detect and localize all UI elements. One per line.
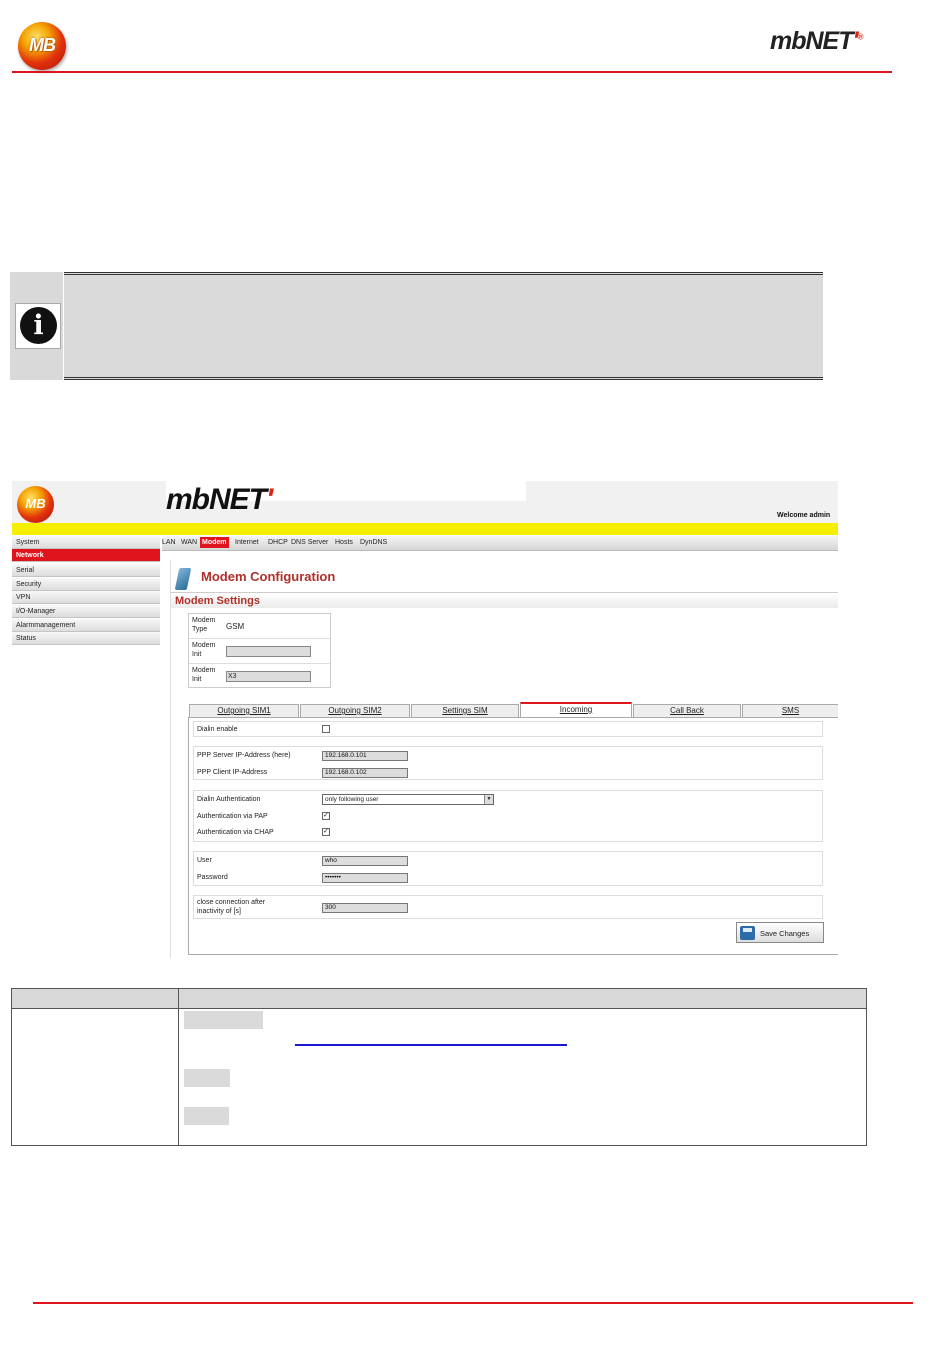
shot-mb-logo-text: MB xyxy=(25,496,46,511)
modem-init-2-row xyxy=(189,664,330,689)
nav-dhcp[interactable]: DHCP xyxy=(268,539,288,546)
dialin-enable-checkbox[interactable] xyxy=(322,725,330,733)
mb-logo-text: MB xyxy=(29,35,55,55)
modem-settings-table xyxy=(188,613,331,688)
content-area xyxy=(170,560,838,958)
page-title: Modem Configuration xyxy=(201,569,336,584)
modem-init-2-input[interactable]: X3 xyxy=(226,671,311,682)
nav-wan[interactable]: WAN xyxy=(181,539,198,546)
user-input[interactable]: who xyxy=(322,856,408,866)
nav-dyndns[interactable]: DynDNS xyxy=(360,539,388,546)
nav-modem[interactable]: Modem xyxy=(202,539,227,546)
dialin-auth-label: Dialin Authentication xyxy=(197,796,261,803)
mbnet-brand-logo: mbNET'® xyxy=(770,27,863,55)
nav-lan[interactable]: LAN xyxy=(162,539,176,546)
option-highlight-3 xyxy=(184,1107,229,1125)
tab-outgoing-sim1[interactable]: Outgoing SIM1 xyxy=(189,704,299,717)
shot-brand-logo: mbNET' xyxy=(166,483,273,516)
parameter-table-header xyxy=(12,989,866,1009)
tab-settings-sim[interactable]: Settings SIM xyxy=(411,704,519,717)
sidebar-item-status[interactable]: Status xyxy=(12,632,160,645)
modem-type-value: GSM xyxy=(226,622,245,631)
sidebar-item-network[interactable]: Network xyxy=(12,549,160,562)
section-title: Modem Settings xyxy=(175,595,260,607)
dialin-auth-select[interactable] xyxy=(322,794,494,805)
tab-call-back[interactable]: Call Back xyxy=(633,704,741,717)
pap-checkbox[interactable]: ✓ xyxy=(323,812,329,819)
close-connection-label-line2: inactivity of [s] xyxy=(197,908,241,915)
ppp-server-label: PPP Server IP-Address (here) xyxy=(197,752,291,759)
dialin-enable-label: Dialin enable xyxy=(197,726,238,733)
shot-mb-logo xyxy=(17,486,54,523)
password-label: Password xyxy=(197,874,228,881)
save-changes-label: Save Changes xyxy=(760,929,810,938)
ppp-client-input[interactable]: 192.168.0.102 xyxy=(322,768,408,778)
modem-init-input[interactable] xyxy=(226,646,311,657)
welcome-text: Welcome admin xyxy=(777,512,831,519)
shot-brand-text: mbNET xyxy=(166,483,266,516)
user-label: User xyxy=(197,857,212,864)
tab-incoming[interactable]: Incoming xyxy=(520,702,632,717)
tab-sms[interactable]: SMS xyxy=(742,704,838,717)
header-rule xyxy=(12,71,892,73)
modem-type-row xyxy=(189,614,330,639)
sidebar-item-vpn[interactable]: VPN xyxy=(12,591,160,604)
sidebar-item-io-manager[interactable]: I/O-Manager xyxy=(12,605,160,618)
top-nav xyxy=(162,536,838,551)
modem-init-row xyxy=(189,639,330,664)
brand-text: mbNET xyxy=(770,27,853,55)
yellow-band xyxy=(12,523,838,535)
section-header xyxy=(171,592,838,608)
parameter-table xyxy=(11,988,867,1146)
nav-hosts[interactable]: Hosts xyxy=(335,539,353,546)
sub-tabs xyxy=(189,704,838,718)
sidebar-item-alarmmanagement[interactable]: Alarmmanagement xyxy=(12,619,160,632)
chap-checkbox[interactable]: ✓ xyxy=(323,828,329,835)
chap-label: Authentication via CHAP xyxy=(197,829,274,836)
ppp-client-label: PPP Client IP-Address xyxy=(197,769,268,776)
inactivity-timeout-input[interactable]: 300 xyxy=(322,903,408,913)
save-disk-icon xyxy=(740,926,755,940)
pap-label: Authentication via PAP xyxy=(197,813,268,820)
footer-rule xyxy=(33,1302,913,1304)
hyperlink-underline[interactable] xyxy=(295,1044,567,1046)
chevron-down-icon[interactable]: ▼ xyxy=(484,795,493,804)
credentials-group xyxy=(193,851,823,886)
save-changes-button[interactable] xyxy=(736,922,824,943)
option-highlight-1 xyxy=(184,1011,263,1029)
inactivity-group xyxy=(193,895,823,919)
info-icon-glyph: i xyxy=(20,307,57,344)
incoming-tab-panel xyxy=(188,717,838,955)
nav-dns-server[interactable]: DNS Server xyxy=(291,539,329,546)
sidebar-item-system[interactable]: System xyxy=(12,536,160,549)
password-input[interactable]: ••••••• xyxy=(322,873,408,883)
option-highlight-2 xyxy=(184,1069,230,1087)
modem-init-2-label: Modem Init xyxy=(192,667,216,683)
parameter-table-divider xyxy=(178,989,179,1145)
mb-logo xyxy=(18,22,66,70)
close-connection-label-line1: close connection after xyxy=(197,899,266,906)
info-icon xyxy=(15,303,61,349)
authentication-group xyxy=(193,790,823,842)
sidebar-item-serial[interactable]: Serial xyxy=(12,564,160,577)
ppp-address-group xyxy=(193,746,823,780)
tab-outgoing-sim2[interactable]: Outgoing SIM2 xyxy=(300,704,410,717)
modem-type-label: Modem Type xyxy=(192,617,216,633)
modem-init-label: Modem Init xyxy=(192,642,216,658)
modem-config-screenshot xyxy=(12,481,838,959)
ppp-server-input[interactable]: 192.168.0.101 xyxy=(322,751,408,761)
brand-registered-mark: ® xyxy=(857,32,863,42)
sidebar-item-security[interactable]: Security xyxy=(12,578,160,591)
dialin-auth-value: only following user xyxy=(325,796,379,803)
nav-internet[interactable]: Internet xyxy=(235,539,259,546)
note-body xyxy=(64,272,823,380)
modem-page-icon xyxy=(175,568,192,590)
dialin-enable-group xyxy=(193,721,823,737)
